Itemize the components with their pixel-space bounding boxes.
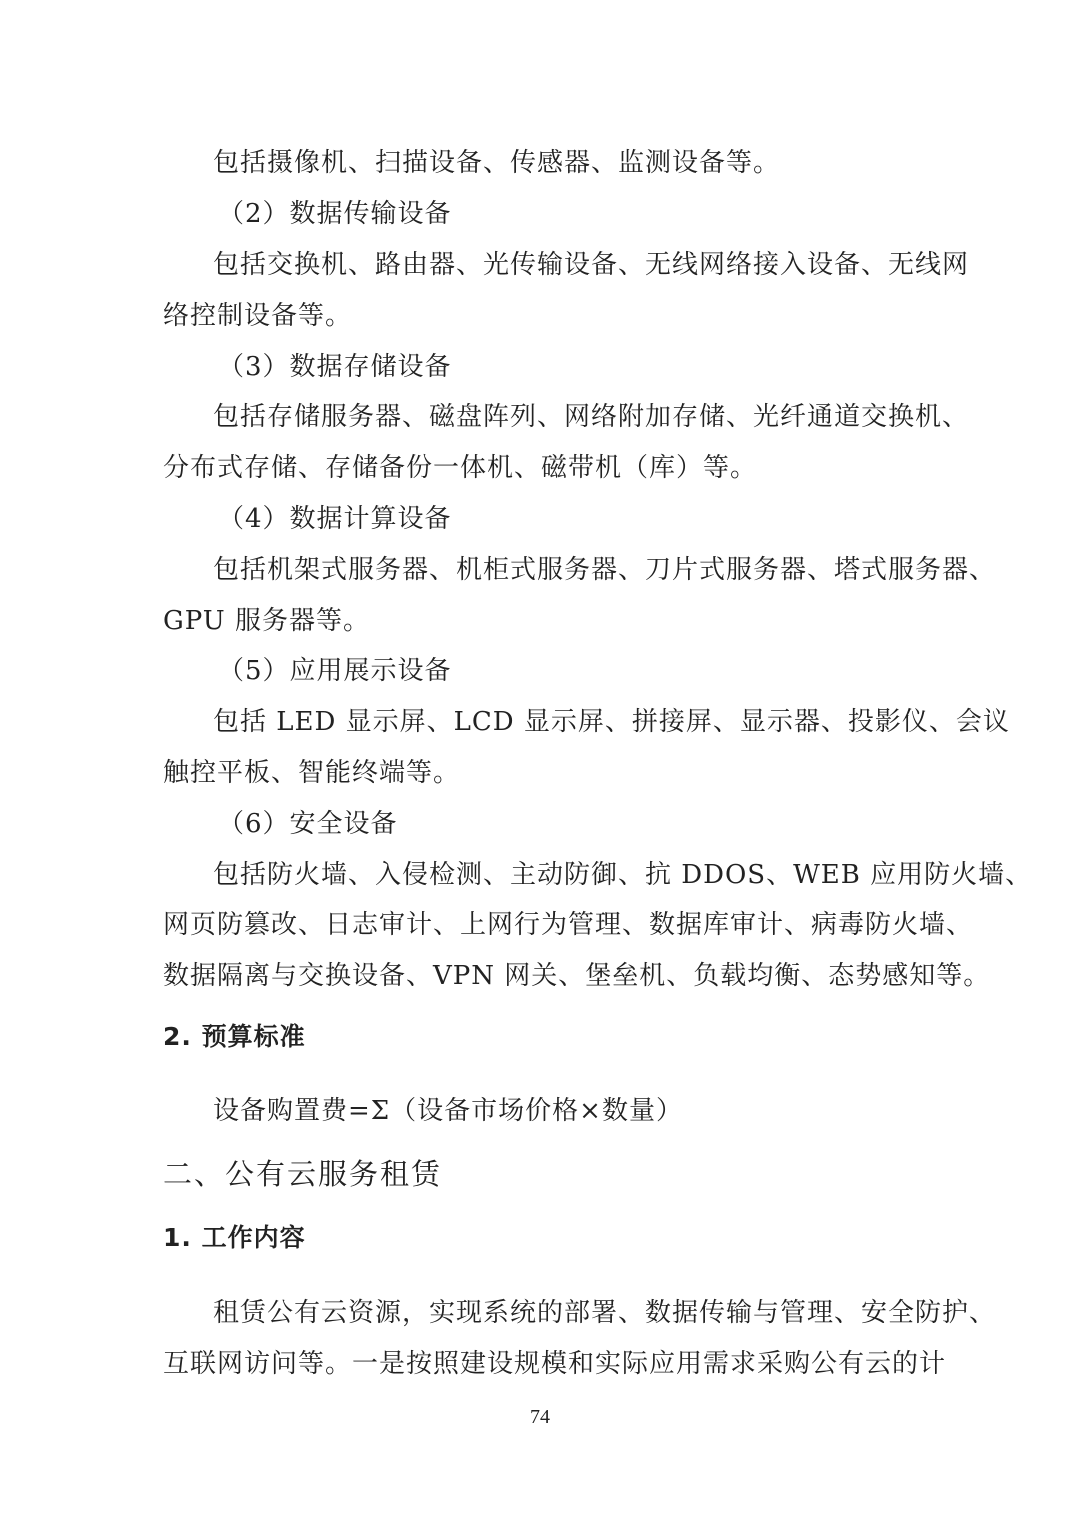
page-number: 74 — [530, 1406, 550, 1428]
subheading-data-storage: （3）数据存储设备 — [218, 352, 452, 382]
body-line-security-2: 网页防篡改、日志审计、上网行为管理、数据库审计、病毒防火墙、 — [163, 910, 974, 940]
subheading-data-computing: （4）数据计算设备 — [218, 504, 452, 534]
body-line-computing-2: GPU 服务器等。 — [163, 606, 370, 636]
body-line-security-3: 数据隔离与交换设备、VPN 网关、堡垒机、负载均衡、态势感知等。 — [163, 961, 991, 991]
body-line-transmission-1: 包括交换机、路由器、光传输设备、无线网络接入设备、无线网 — [213, 250, 970, 280]
body-line-storage-2: 分布式存储、存储备份一体机、磁带机（库）等。 — [163, 453, 758, 483]
body-line-display-1: 包括 LED 显示屏、LCD 显示屏、拼接屏、显示器、投影仪、会议 — [213, 707, 1010, 737]
body-line-work-2: 互联网访问等。一是按照建设规模和实际应用需求采购公有云的计 — [163, 1349, 947, 1379]
body-line-security-1: 包括防火墙、入侵检测、主动防御、抗 DDOS、WEB 应用防火墙、 — [213, 860, 1033, 890]
body-line-transmission-2: 络控制设备等。 — [163, 301, 353, 331]
body-line-camera-devices: 包括摄像机、扫描设备、传感器、监测设备等。 — [213, 148, 781, 178]
body-line-storage-1: 包括存储服务器、磁盘阵列、网络附加存储、光纤通道交换机、 — [213, 402, 970, 432]
subheading-security-devices: （6）安全设备 — [218, 809, 398, 839]
body-line-computing-1: 包括机架式服务器、机柜式服务器、刀片式服务器、塔式服务器、 — [213, 555, 997, 585]
budget-formula: 设备购置费=Σ（设备市场价格×数量） — [213, 1096, 683, 1126]
heading-work-content: 1. 工作内容 — [163, 1223, 306, 1252]
subheading-data-transmission: （2）数据传输设备 — [218, 199, 452, 229]
heading-budget-standard: 2. 预算标准 — [163, 1022, 306, 1051]
section-heading-public-cloud: 二、公有云服务租赁 — [163, 1157, 443, 1191]
subheading-display-devices: （5）应用展示设备 — [218, 656, 452, 686]
body-line-display-2: 触控平板、智能终端等。 — [163, 758, 461, 788]
body-line-work-1: 租赁公有云资源，实现系统的部署、数据传输与管理、安全防护、 — [213, 1298, 997, 1328]
